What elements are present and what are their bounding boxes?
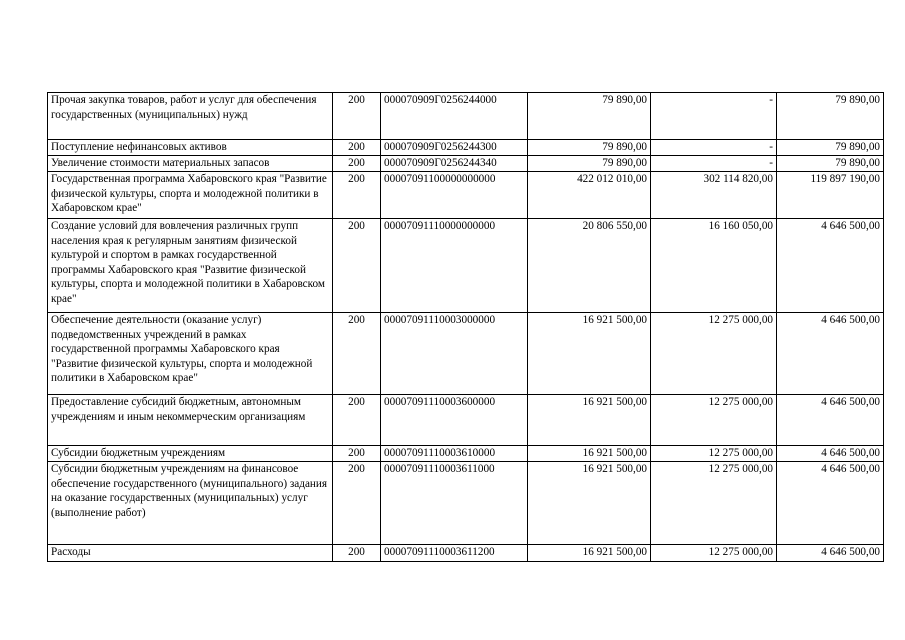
- executed-amount-cell: -: [651, 93, 777, 140]
- approved-amount-cell: 79 890,00: [528, 93, 651, 140]
- approved-amount-cell: 79 890,00: [528, 156, 651, 172]
- line-code-cell: 200: [333, 156, 381, 172]
- line-code-cell: 200: [333, 140, 381, 156]
- approved-amount-cell: 16 921 500,00: [528, 313, 651, 395]
- table-row: [48, 313, 884, 395]
- expense-name-cell: Поступление нефинансовых активов: [48, 140, 333, 156]
- unexecuted-amount-cell: 4 646 500,00: [777, 446, 884, 462]
- expense-name-cell: Государственная программа Хабаровского края "Развитие физической культуры, спорта и молодежной политики в Хабаровском крае": [48, 172, 333, 219]
- budget-table-body: [48, 93, 884, 562]
- unexecuted-amount-cell: 4 646 500,00: [777, 545, 884, 562]
- expense-name-cell: Увеличение стоимости материальных запасов: [48, 156, 333, 172]
- approved-amount-cell: 422 012 010,00: [528, 172, 651, 219]
- table-row: [48, 219, 884, 313]
- table-row: [48, 462, 884, 545]
- budget-classification-code-cell: 000070909Г0256244300: [381, 140, 528, 156]
- expense-name-cell: Субсидии бюджетным учреждениям: [48, 446, 333, 462]
- table-row: [48, 140, 884, 156]
- budget-classification-code-cell: 00007091110003000000: [381, 313, 528, 395]
- executed-amount-cell: 12 275 000,00: [651, 313, 777, 395]
- budget-table: [47, 92, 884, 562]
- unexecuted-amount-cell: 4 646 500,00: [777, 313, 884, 395]
- line-code-cell: 200: [333, 313, 381, 395]
- table-row: [48, 545, 884, 562]
- budget-classification-code-cell: 00007091110003611200: [381, 545, 528, 562]
- table-row: [48, 156, 884, 172]
- approved-amount-cell: 79 890,00: [528, 140, 651, 156]
- approved-amount-cell: 16 921 500,00: [528, 545, 651, 562]
- table-row: [48, 446, 884, 462]
- executed-amount-cell: 16 160 050,00: [651, 219, 777, 313]
- budget-classification-code-cell: 00007091110000000000: [381, 219, 528, 313]
- executed-amount-cell: -: [651, 156, 777, 172]
- unexecuted-amount-cell: 79 890,00: [777, 140, 884, 156]
- expense-name-cell: Расходы: [48, 545, 333, 562]
- line-code-cell: 200: [333, 545, 381, 562]
- budget-classification-code-cell: 000070909Г0256244000: [381, 93, 528, 140]
- expense-name-cell: Создание условий для вовлечения различных групп населения края к регулярным занятиям физической культурой и спортом в рамках государственной программы Хабаровского края "Развитие физической культуры, спорта и молодежной политики в Хабаровском крае": [48, 219, 333, 313]
- approved-amount-cell: 20 806 550,00: [528, 219, 651, 313]
- table-row: [48, 93, 884, 140]
- expense-name-cell: Обеспечение деятельности (оказание услуг) подведомственных учреждений в рамках государственной программы Хабаровского края "Развитие физической культуры, спорта и молодежной политики в Хабаровском крае": [48, 313, 333, 395]
- table-row: [48, 172, 884, 219]
- executed-amount-cell: 12 275 000,00: [651, 446, 777, 462]
- budget-classification-code-cell: 00007091110003610000: [381, 446, 528, 462]
- unexecuted-amount-cell: 4 646 500,00: [777, 219, 884, 313]
- table-row: [48, 395, 884, 446]
- line-code-cell: 200: [333, 446, 381, 462]
- approved-amount-cell: 16 921 500,00: [528, 395, 651, 446]
- budget-classification-code-cell: 00007091110003611000: [381, 462, 528, 545]
- executed-amount-cell: 12 275 000,00: [651, 395, 777, 446]
- executed-amount-cell: -: [651, 140, 777, 156]
- line-code-cell: 200: [333, 93, 381, 140]
- expense-name-cell: Предоставление субсидий бюджетным, автономным учреждениям и иным некоммерческим организациям: [48, 395, 333, 446]
- executed-amount-cell: 302 114 820,00: [651, 172, 777, 219]
- line-code-cell: 200: [333, 395, 381, 446]
- budget-classification-code-cell: 000070909Г0256244340: [381, 156, 528, 172]
- unexecuted-amount-cell: 79 890,00: [777, 156, 884, 172]
- approved-amount-cell: 16 921 500,00: [528, 446, 651, 462]
- line-code-cell: 200: [333, 172, 381, 219]
- executed-amount-cell: 12 275 000,00: [651, 545, 777, 562]
- approved-amount-cell: 16 921 500,00: [528, 462, 651, 545]
- line-code-cell: 200: [333, 462, 381, 545]
- unexecuted-amount-cell: 4 646 500,00: [777, 395, 884, 446]
- expense-name-cell: Субсидии бюджетным учреждениям на финансовое обеспечение государственного (муниципального) задания на оказание государственных (муниципальных) услуг (выполнение работ): [48, 462, 333, 545]
- unexecuted-amount-cell: 79 890,00: [777, 93, 884, 140]
- budget-classification-code-cell: 00007091110003600000: [381, 395, 528, 446]
- executed-amount-cell: 12 275 000,00: [651, 462, 777, 545]
- line-code-cell: 200: [333, 219, 381, 313]
- expense-name-cell: Прочая закупка товаров, работ и услуг для обеспечения государственных (муниципальных) нужд: [48, 93, 333, 140]
- budget-classification-code-cell: 00007091100000000000: [381, 172, 528, 219]
- unexecuted-amount-cell: 119 897 190,00: [777, 172, 884, 219]
- unexecuted-amount-cell: 4 646 500,00: [777, 462, 884, 545]
